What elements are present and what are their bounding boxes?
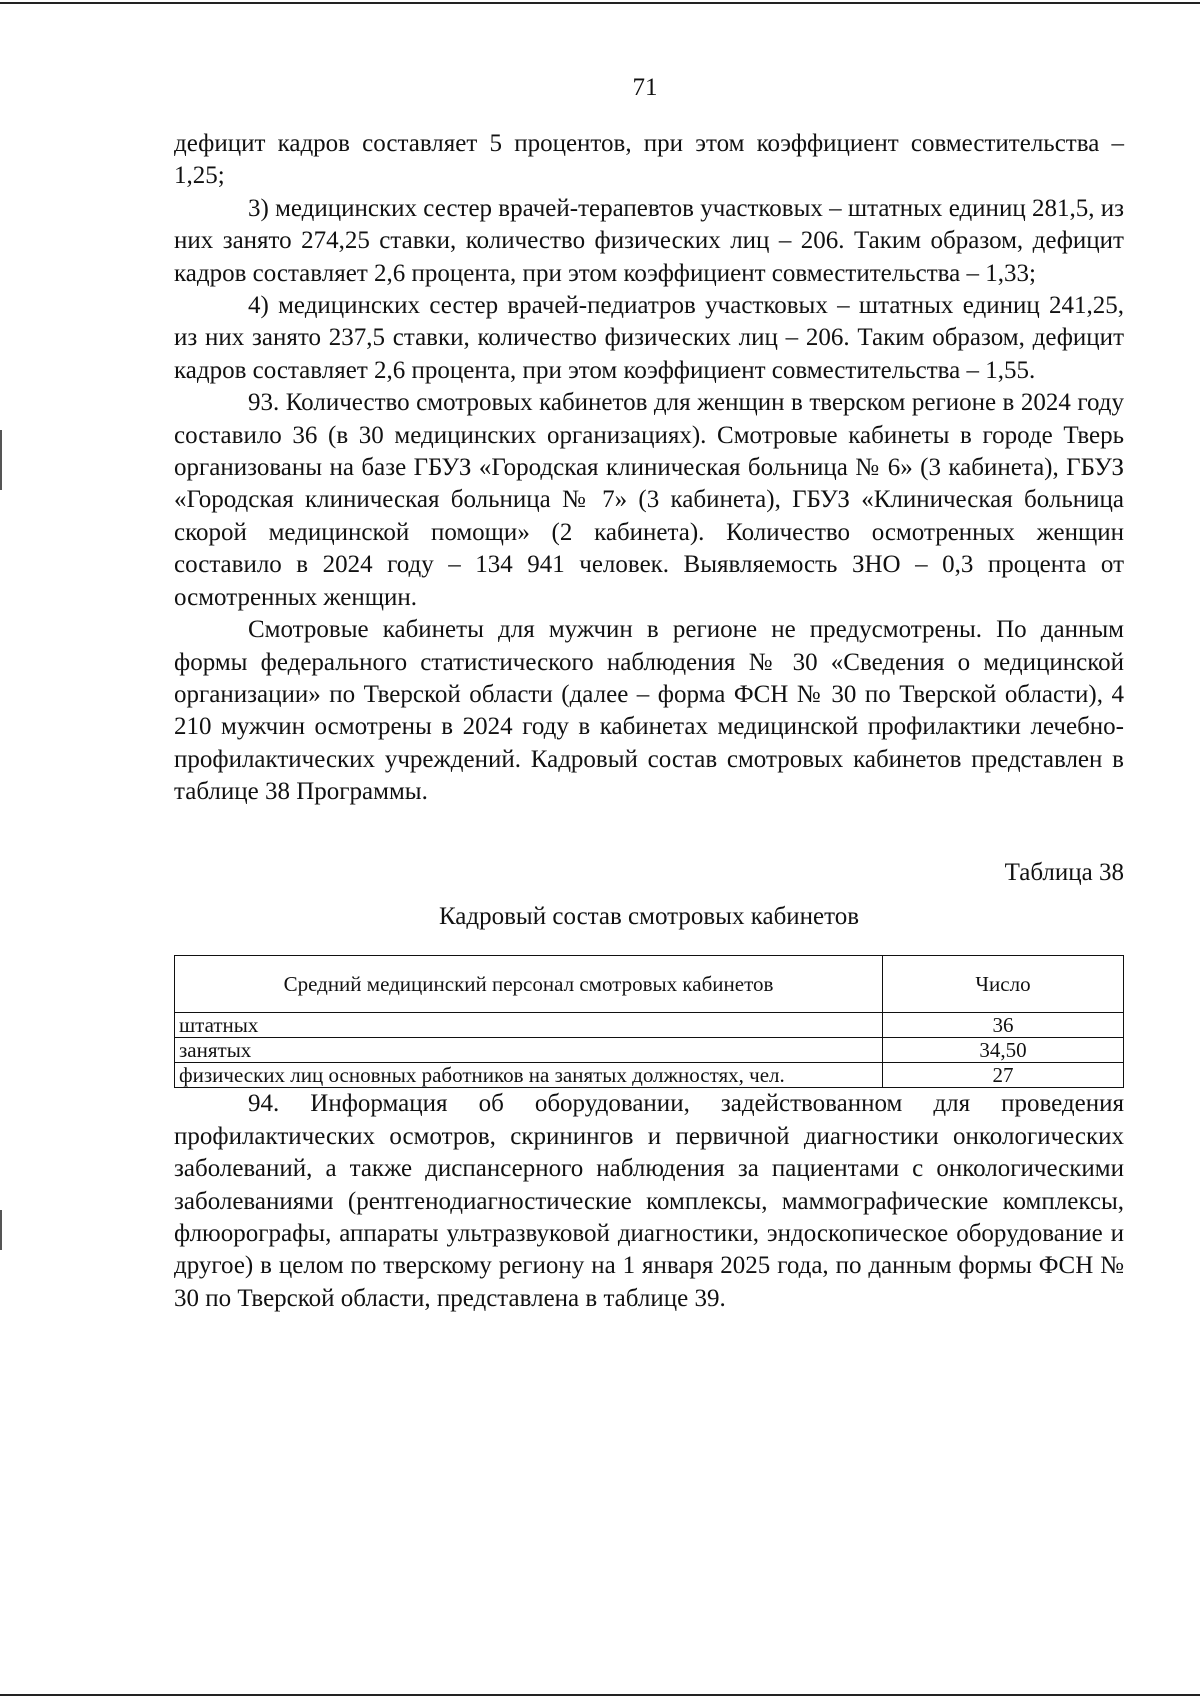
- table-row: [175, 1013, 1124, 1038]
- table-header-row: [175, 956, 1124, 1013]
- paragraph: 3) медицинских сестер врачей-терапевтов участковых – штатных единиц 281,5, из них занято 274,25 ставки, количество физических лиц – 206. Таким образом, дефицит кадров составляет 2,6 процента, при этом коэффициент совместительства – 1,33;: [174, 194, 1124, 287]
- page-number: 71: [632, 74, 658, 101]
- scan-border-top: [0, 2, 1200, 4]
- table-cell: 34,50: [883, 1038, 1124, 1063]
- table-cell: 27: [883, 1063, 1124, 1088]
- table-label: Таблица 38: [1004, 858, 1124, 886]
- paragraph: 94. Информация об оборудовании, задействованном для проведения профилактических осмотров, скринингов и первичной диагностики онкологических заболеваний, а также диспансерного наблюдения за пациентами с онкологическими заболеваниями (рентгенодиагностические комплексы, маммографические комплексы, флюорографы, аппараты ультразвуковой диагностики, эндоскопическое оборудование и другое) в целом по тверскому региону на 1 января 2025 года, по данным формы ФСН № 30 по Тверской области, представлена в таблице 39.: [174, 1090, 1124, 1312]
- table-title: Кадровый состав смотровых кабинетов: [438, 902, 860, 930]
- staff-table: [174, 955, 1124, 1088]
- table-header-cell: Средний медицинский персонал смотровых кабинетов: [175, 956, 883, 1013]
- table-cell: занятых: [175, 1038, 883, 1063]
- table-cell: физических лиц основных работников на занятых должностях, чел.: [175, 1063, 883, 1088]
- scan-edge-mark: [0, 430, 2, 490]
- scan-border-bottom: [0, 1694, 1200, 1696]
- scan-edge-mark: [0, 1210, 2, 1250]
- table-row: [175, 1038, 1124, 1063]
- paragraph: дефицит кадров составляет 5 процентов, при этом коэффициент совместительства – 1,25;: [174, 130, 1124, 190]
- table-cell: штатных: [175, 1013, 883, 1038]
- paragraph: 4) медицинских сестер врачей-педиатров участковых – штатных единиц 241,25, из них занято 237,5 ставки, количество физических лиц – 206. Таким образом, дефицит кадров составляет 2,6 процента, при этом коэффициент совместительства – 1,55.: [174, 292, 1124, 384]
- paragraph: Смотровые кабинеты для мужчин в регионе не предусмотрены. По данным формы федерального статистического наблюдения № 30 «Сведения о медицинской организации» по Тверской области (далее – форма ФСН № 30 по Тверской области), 4 210 мужчин осмотрены в 2024 году в кабинетах медицинской профилактики лечебно-профилактических учреждений. Кадровый состав смотровых кабинетов представлен в таблице 38 Программы.: [174, 616, 1124, 806]
- table-row: [175, 1063, 1124, 1088]
- document-body: [174, 128, 1124, 1315]
- table-cell: 36: [883, 1013, 1124, 1038]
- table-header-cell: Число: [883, 956, 1124, 1013]
- paragraph: 93. Количество смотровых кабинетов для женщин в тверском регионе в 2024 году составило 36 (в 30 медицинских организациях). Смотровые кабинеты в городе Тверь организованы на базе ГБУЗ «Городская клиническая больница № 6» (3 кабинета), ГБУЗ «Городская клиническая больница № 7» (3 кабинета), ГБУЗ «Клиническая больница скорой медицинской помощи» (2 кабинета). Количество осмотренных женщин составило в 2024 году – 134 941 человек. Выявляемость ЗНО – 0,3 процента от осмотренных женщин.: [174, 389, 1124, 611]
